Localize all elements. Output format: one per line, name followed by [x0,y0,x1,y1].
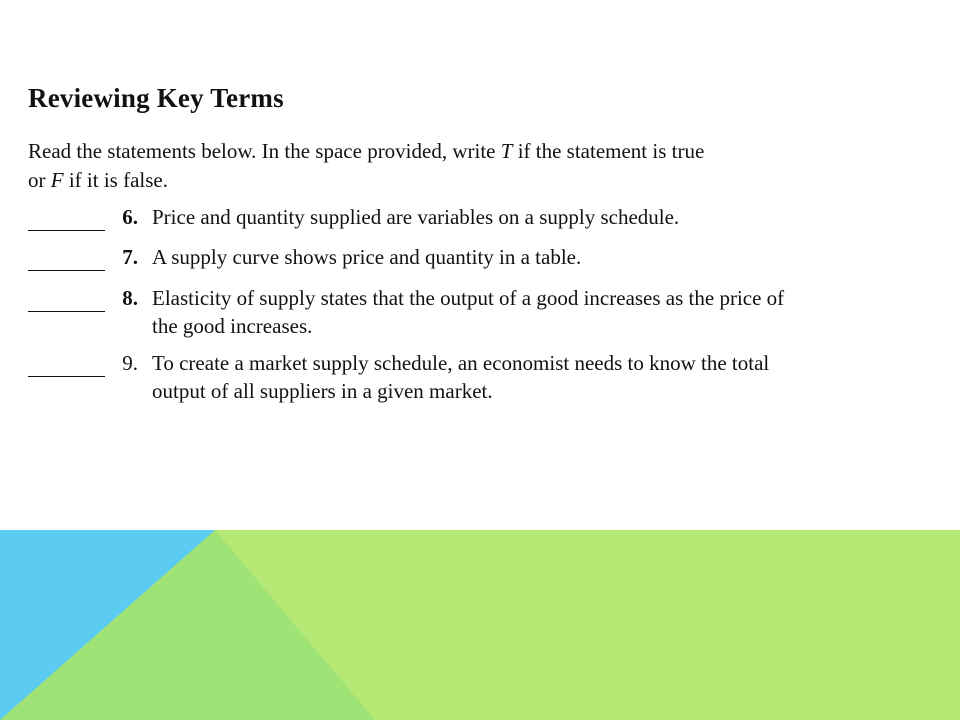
question-line: the good increases. [152,314,313,338]
question-text [152,203,892,231]
instructions-line-1 [28,137,828,166]
answer-blank-7[interactable] [28,270,105,271]
question-line: Elasticity of supply states that the output of a good increases as the price of [152,286,785,310]
instructions [28,137,828,195]
question-line: output of all suppliers in a given market. [152,379,493,403]
answer-blank-6[interactable] [28,230,105,231]
instructions-text: if it is false. [63,168,168,192]
answer-blank-9[interactable] [28,376,105,377]
instructions-text: Read the statements below. In the space provided, write [28,139,501,163]
false-letter: F [50,168,64,192]
question-line: Price and quantity supplied are variables on a supply schedule. [152,205,680,229]
question-text [152,284,892,340]
decorative-footer-band [0,530,960,720]
question-line: To create a market supply schedule, an economist needs to know the total [152,351,770,375]
page-title: Reviewing Key Terms [28,83,284,113]
question-number: 7. [122,245,138,269]
question-text [152,243,892,271]
question-number: 8. [122,286,138,310]
answer-blank-8[interactable] [28,311,105,312]
true-letter: T [500,139,513,163]
instructions-line-2 [28,166,828,195]
question-number: 6. [122,205,138,229]
instructions-text: or [28,168,51,192]
question-text [152,349,892,405]
footer-shapes [0,530,960,720]
question-number: 9. [122,351,138,375]
question-line: A supply curve shows price and quantity in a table. [152,245,582,269]
instructions-text: if the statement is true [512,139,705,163]
